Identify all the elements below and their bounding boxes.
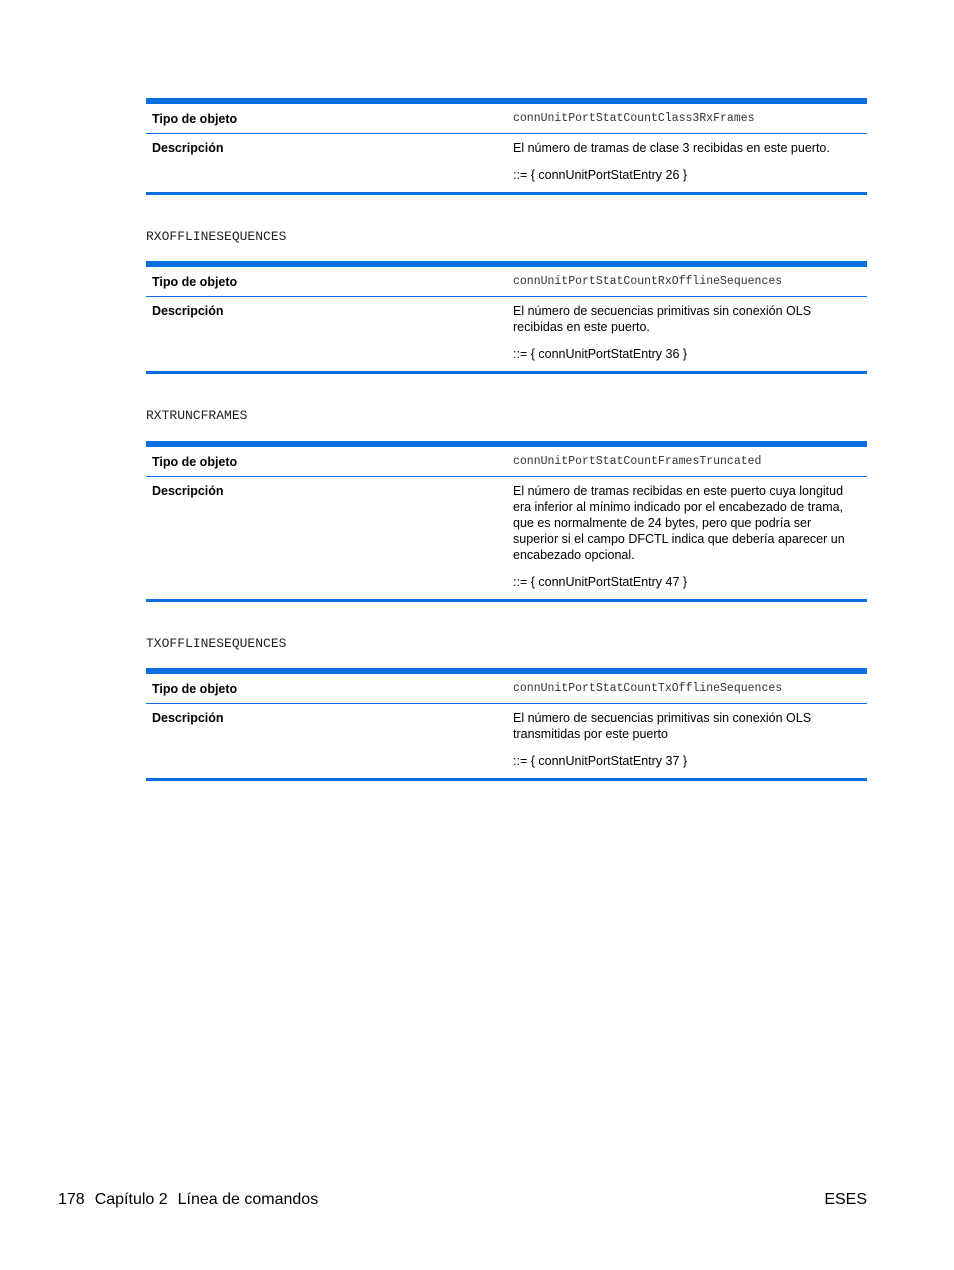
object-table-3	[146, 441, 867, 602]
type-label: Tipo de objeto	[152, 275, 238, 289]
object-table-1	[146, 98, 867, 195]
entry-definition: ::= { connUnitPortStatEntry 47 }	[513, 575, 688, 589]
page-number: 178	[58, 1191, 85, 1208]
description-cell	[507, 710, 867, 778]
locale-code: ESES	[824, 1191, 867, 1208]
description-text: El número de tramas recibidas en este puerto cuya longitud era inferior al mínimo indicado por el encabezado de trama, que es normalmente de 24 bytes, pero que podría ser superior si el campo DFCTL indica que debería aparecer un encabezado opcional.	[513, 484, 845, 562]
description-text: El número de tramas de clase 3 recibidas en este puerto.	[513, 141, 830, 155]
entry-definition: ::= { connUnitPortStatEntry 36 }	[513, 347, 688, 361]
type-value: connUnitPortStatCountTxOfflineSequences	[513, 681, 783, 695]
description-cell	[507, 483, 867, 599]
description-row	[146, 703, 867, 778]
type-label: Tipo de objeto	[152, 455, 238, 469]
type-value: connUnitPortStatCountClass3RxFrames	[513, 111, 755, 125]
type-value: connUnitPortStatCountFramesTruncated	[513, 454, 762, 468]
page-footer	[58, 1191, 867, 1209]
description-label: Descripción	[152, 711, 224, 725]
description-cell	[507, 303, 867, 371]
description-label: Descripción	[152, 304, 224, 318]
object-type-row	[146, 267, 867, 296]
entry-definition: ::= { connUnitPortStatEntry 26 }	[513, 168, 688, 182]
type-value: connUnitPortStatCountRxOfflineSequences	[513, 274, 783, 288]
chapter-label: Capítulo 2	[94, 1191, 168, 1208]
object-type-row	[146, 447, 867, 476]
object-table-2	[146, 261, 867, 374]
footer-left	[58, 1191, 328, 1209]
description-row	[146, 296, 867, 371]
section-heading-rxtruncframes: RXTRUNCFRAMES	[146, 408, 248, 423]
description-text: El número de secuencias primitivas sin conexión OLS recibidas en este puerto.	[513, 304, 812, 334]
type-label: Tipo de objeto	[152, 682, 238, 696]
description-text: El número de secuencias primitivas sin conexión OLS transmitidas por este puerto	[513, 711, 812, 741]
type-label: Tipo de objeto	[152, 112, 238, 126]
description-cell	[507, 140, 867, 192]
description-label: Descripción	[152, 484, 224, 498]
section-heading-txofflinesequences: TXOFFLINESEQUENCES	[146, 636, 287, 651]
chapter-title: Línea de comandos	[177, 1191, 319, 1208]
object-table-4	[146, 668, 867, 781]
object-type-row	[146, 674, 867, 703]
entry-definition: ::= { connUnitPortStatEntry 37 }	[513, 754, 688, 768]
description-label: Descripción	[152, 141, 224, 155]
object-type-row	[146, 104, 867, 133]
section-heading-rxofflinesequences: RXOFFLINESEQUENCES	[146, 229, 287, 244]
description-row	[146, 476, 867, 599]
description-row	[146, 133, 867, 192]
